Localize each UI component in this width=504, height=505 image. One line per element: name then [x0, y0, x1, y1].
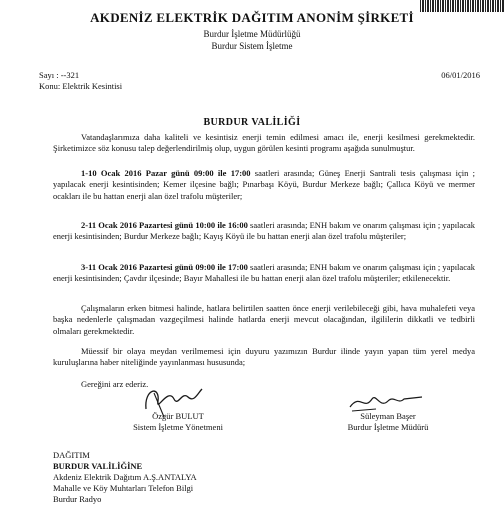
intro-paragraph: Vatandaşlarımıza daha kaliteli ve kesintisiz enerji temin edilmesi amacı ile, enerji kesilmesi gerekmektedir. Şirketimizce söz konusu talep değerlendirilmiş olup, uygun görülen kesinti programı aşağıda sunulmuştur. [53, 132, 475, 154]
outage-item-1 [53, 168, 475, 202]
distribution-heading: DAĞITIM [53, 450, 90, 460]
outage-item-1-schedule: 1-10 Ocak 2016 Pazar günü 09:00 ile 17:00 [81, 168, 251, 178]
subject-line: Konu: Elektrik Kesintisi [39, 81, 123, 91]
signatory-left-title: Sistem İşletme Yönetmeni [133, 422, 223, 432]
addressee: BURDUR VALİLİĞİ [203, 117, 301, 128]
distribution-recipient-2: Akdeniz Elektrik Dağıtım A.Ş.ANTALYA [53, 472, 197, 482]
distribution-recipient-4: Burdur Radyo [53, 494, 102, 504]
outage-item-1-details: saatleri arasında; Güneş Enerji Santrali tesis çalışması için ; yapılacak enerji kesintisinden; Kemer ilçesine bağlı; Pınarbaşı Köyü, Burdur Merkeze bağlı; Çallıca Köyü ve mermer ocakları ile bu hattan enerji alan özel trafolu müşteriler; [53, 168, 475, 201]
company-name: AKDENİZ ELEKTRİK DAĞITIM ANONİM ŞİRKETİ [90, 10, 414, 25]
outage-item-3 [53, 262, 475, 285]
signatory-right-title: Burdur İşletme Müdürü [347, 422, 429, 432]
outage-item-2 [53, 220, 475, 243]
closing-line: Gereğini arz ederiz. [81, 379, 149, 389]
distribution-recipient-1: BURDUR VALİLİĞİNE [53, 461, 143, 471]
outage-item-3-schedule: 3-11 Ocak 2016 Pazartesi günü 09:00 ile 17:00 [81, 262, 248, 272]
media-request-paragraph: Müessif bir olaya meydan verilmemesi için duyuru yazımızın Burdur ilinde yayın yapan tüm yerel medya kuruluşlarına haber niteliğinde yayınlanması hususunda; [53, 346, 475, 368]
signatory-left-name: Özgür BULUT [152, 411, 204, 421]
reference-number: Sayı : --321 [39, 70, 80, 80]
distribution-recipient-3: Mahalle ve Köy Muhtarları Telefon Bilgi [53, 483, 194, 493]
outage-item-2-details: saatleri arasında; ENH bakım ve onarım çalışması için ; yapılacak enerji kesintisinden; Burdur Merkeze bağlı; Kayış Köyü ile bu hattan enerji alan özel trafolu müşteriler; [53, 220, 475, 242]
signature-block-left [108, 411, 248, 433]
department-line-1: Burdur İşletme Müdürlüğü [203, 29, 301, 39]
signature-block-right [318, 411, 458, 433]
document-date: 06/01/2016 [441, 70, 480, 80]
outage-item-3-details: saatleri arasında; ENH bakım ve onarım çalışması için ; yapılacak enerji kesintisinden; Çavdır ilçesinde; Bayır Mahallesi ile bu hattan enerji alan özel trafolu müşteriler; etkilenecektir. [53, 262, 475, 284]
signatory-right-name: Süleyman Başer [360, 411, 416, 421]
outage-item-2-schedule: 2-11 Ocak 2016 Pazartesi günü 10:00 ile 16:00 [81, 220, 248, 230]
early-finish-paragraph: Çalışmaların erken bitmesi halinde, hatlara belirtilen saatten önce enerji verilebileceği gibi, hava muhalefeti veya başka nedenlerle çalışmadan vazgeçilmesi halinde hatlarda enerji mevcut olacağından, ilgililerin dikkatli ve tedbirli olmaları gerekmektedir. [53, 303, 475, 336]
distribution-list [53, 450, 197, 505]
department-line-2: Burdur Sistem İşletme [211, 41, 293, 51]
